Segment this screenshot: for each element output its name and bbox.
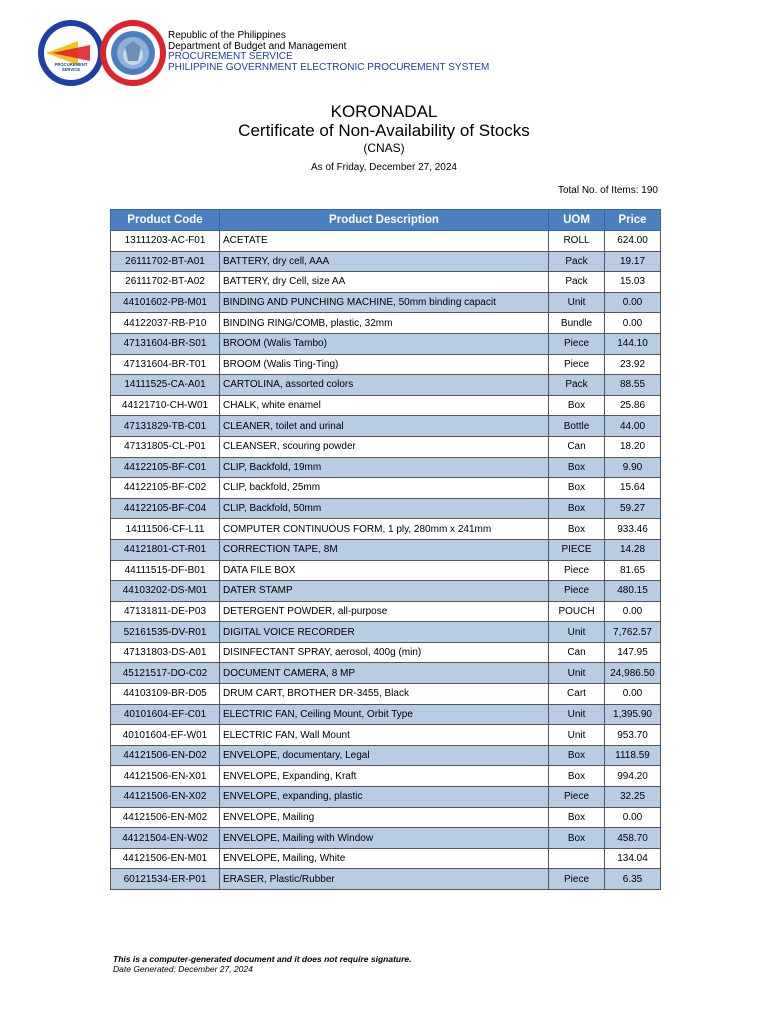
- product-code-cell: 44121504-EN-W02: [111, 828, 220, 849]
- price-cell: 15.64: [605, 478, 661, 499]
- product-code-cell: 52161535-DV-R01: [111, 622, 220, 643]
- product-code-cell: 44121506-EN-D02: [111, 745, 220, 766]
- price-cell: 9.90: [605, 457, 661, 478]
- table-row: [111, 766, 661, 787]
- uom-cell: Unit: [549, 704, 605, 725]
- table-row: [111, 395, 661, 416]
- table-row: [111, 272, 661, 293]
- product-description-cell: BROOM (Walis Tambo): [220, 333, 549, 354]
- table-row: [111, 375, 661, 396]
- product-description-cell: BATTERY, dry cell, AAA: [220, 251, 549, 272]
- product-description-cell: DETERGENT POWDER, all-purpose: [220, 601, 549, 622]
- product-description-cell: ERASER, Plastic/Rubber: [220, 869, 549, 890]
- total-items: Total No. of Items: 190: [557, 185, 658, 196]
- table-row: [111, 869, 661, 890]
- table-row: [111, 725, 661, 746]
- product-code-cell: 44121506-EN-M02: [111, 807, 220, 828]
- price-cell: 18.20: [605, 436, 661, 457]
- product-description-cell: DOCUMENT CAMERA, 8 MP: [220, 663, 549, 684]
- uom-cell: Can: [549, 436, 605, 457]
- table-row: [111, 539, 661, 560]
- uom-cell: Unit: [549, 622, 605, 643]
- product-code-cell: 44121506-EN-M01: [111, 848, 220, 869]
- price-cell: 25.86: [605, 395, 661, 416]
- table-row: [111, 560, 661, 581]
- table-row: [111, 251, 661, 272]
- table-row: [111, 704, 661, 725]
- price-cell: 24,986.50: [605, 663, 661, 684]
- product-code-cell: 44121506-EN-X01: [111, 766, 220, 787]
- uom-cell: Pack: [549, 251, 605, 272]
- product-code-cell: 14111506-CF-L11: [111, 519, 220, 540]
- price-cell: 994.20: [605, 766, 661, 787]
- price-cell: 6.35: [605, 869, 661, 890]
- price-cell: 0.00: [605, 601, 661, 622]
- product-description-cell: ENVELOPE, Mailing with Window: [220, 828, 549, 849]
- product-code-cell: 44122105-BF-C02: [111, 478, 220, 499]
- product-code-cell: 44111515-DF-B01: [111, 560, 220, 581]
- product-code-cell: 47131803-DS-A01: [111, 642, 220, 663]
- uom-cell: Piece: [549, 333, 605, 354]
- table-row: [111, 581, 661, 602]
- price-cell: 953.70: [605, 725, 661, 746]
- product-description-cell: ENVELOPE, Expanding, Kraft: [220, 766, 549, 787]
- uom-cell: Bottle: [549, 416, 605, 437]
- table-body: [111, 231, 661, 890]
- product-code-cell: 47131604-BR-S01: [111, 333, 220, 354]
- uom-cell: Box: [549, 519, 605, 540]
- price-cell: 0.00: [605, 684, 661, 705]
- product-description-cell: DIGITAL VOICE RECORDER: [220, 622, 549, 643]
- republic-label: Republic of the Philippines: [168, 30, 286, 41]
- procurement-service-logo: [38, 20, 104, 86]
- product-code-cell: 44103109-BR-D05: [111, 684, 220, 705]
- table-row: [111, 622, 661, 643]
- product-code-cell: 47131811-DE-P03: [111, 601, 220, 622]
- office-title: KORONADAL: [330, 102, 438, 121]
- product-description-cell: DATER STAMP: [220, 581, 549, 602]
- uom-cell: Pack: [549, 272, 605, 293]
- product-description-cell: BROOM (Walis Ting-Ting): [220, 354, 549, 375]
- product-code-cell: 44122105-BF-C01: [111, 457, 220, 478]
- product-description-cell: DRUM CART, BROTHER DR-3455, Black: [220, 684, 549, 705]
- product-code-cell: 44103202-DS-M01: [111, 581, 220, 602]
- uom-cell: Box: [549, 457, 605, 478]
- as-of-date: As of Friday, December 27, 2024: [311, 162, 457, 173]
- uom-cell: [549, 848, 605, 869]
- uom-cell: Can: [549, 642, 605, 663]
- product-code-cell: 47131805-CL-P01: [111, 436, 220, 457]
- product-description-cell: ELECTRIC FAN, Ceiling Mount, Orbit Type: [220, 704, 549, 725]
- product-description-cell: DATA FILE BOX: [220, 560, 549, 581]
- product-description-cell: CLIP, Backfold, 19mm: [220, 457, 549, 478]
- price-cell: 134.04: [605, 848, 661, 869]
- product-description-cell: COMPUTER CONTINUOUS FORM, 1 ply, 280mm x 241mm: [220, 519, 549, 540]
- product-code-cell: 45121517-DO-C02: [111, 663, 220, 684]
- table-row: [111, 848, 661, 869]
- price-cell: 624.00: [605, 231, 661, 252]
- price-cell: 59.27: [605, 498, 661, 519]
- uom-cell: Box: [549, 478, 605, 499]
- table-row: [111, 828, 661, 849]
- uom-cell: Box: [549, 807, 605, 828]
- table-row: [111, 807, 661, 828]
- price-cell: 32.25: [605, 787, 661, 808]
- product-description-cell: CLEANSER, scouring powder: [220, 436, 549, 457]
- product-code-cell: 44122105-BF-C04: [111, 498, 220, 519]
- uom-cell: Piece: [549, 581, 605, 602]
- table-row: [111, 313, 661, 334]
- uom-cell: Piece: [549, 869, 605, 890]
- uom-cell: Bundle: [549, 313, 605, 334]
- header-price: Price: [605, 210, 661, 231]
- footer: [113, 954, 412, 974]
- price-cell: 0.00: [605, 313, 661, 334]
- department-label: Department of Budget and Management: [168, 40, 347, 52]
- table-row: [111, 519, 661, 540]
- product-description-cell: ACETATE: [220, 231, 549, 252]
- table-row: [111, 457, 661, 478]
- table-row: [111, 333, 661, 354]
- header-product-code: Product Code: [111, 210, 220, 231]
- uom-cell: Unit: [549, 663, 605, 684]
- table-row: [111, 684, 661, 705]
- table-row: [111, 292, 661, 313]
- procurement-service-logos: [38, 17, 168, 89]
- price-cell: 23.92: [605, 354, 661, 375]
- uom-cell: Box: [549, 498, 605, 519]
- table-row: [111, 354, 661, 375]
- footer-date-generated: Date Generated: December 27, 2024: [113, 964, 253, 974]
- uom-cell: Box: [549, 395, 605, 416]
- uom-cell: Cart: [549, 684, 605, 705]
- product-description-cell: BINDING RING/COMB, plastic, 32mm: [220, 313, 549, 334]
- product-code-cell: 26111702-BT-A01: [111, 251, 220, 272]
- product-code-cell: 44121801-CT-R01: [111, 539, 220, 560]
- table-row: [111, 498, 661, 519]
- header-uom: UOM: [549, 210, 605, 231]
- uom-cell: Piece: [549, 560, 605, 581]
- product-code-cell: 44121506-EN-X02: [111, 787, 220, 808]
- product-description-cell: ENVELOPE, Mailing: [220, 807, 549, 828]
- product-description-cell: BINDING AND PUNCHING MACHINE, 50mm binding capacit: [220, 292, 549, 313]
- product-description-cell: CLEANER, toilet and urinal: [220, 416, 549, 437]
- uom-cell: POUCH: [549, 601, 605, 622]
- stocks-table: [110, 209, 661, 890]
- uom-cell: Unit: [549, 292, 605, 313]
- logo-text-line2: SERVICE: [61, 67, 81, 72]
- product-description-cell: CARTOLINA, assorted colors: [220, 375, 549, 396]
- product-description-cell: CLIP, Backfold, 50mm: [220, 498, 549, 519]
- price-cell: 147.95: [605, 642, 661, 663]
- product-description-cell: ENVELOPE, expanding, plastic: [220, 787, 549, 808]
- uom-cell: Pack: [549, 375, 605, 396]
- uom-cell: Piece: [549, 787, 605, 808]
- table-row: [111, 787, 661, 808]
- price-cell: 15.03: [605, 272, 661, 293]
- service-label: PROCUREMENT SERVICE: [168, 51, 293, 62]
- product-description-cell: CORRECTION TAPE, 8M: [220, 539, 549, 560]
- price-cell: 81.65: [605, 560, 661, 581]
- product-code-cell: 44122037-RB-P10: [111, 313, 220, 334]
- organization-header: [168, 31, 489, 73]
- table-row: [111, 663, 661, 684]
- product-code-cell: 13111203-AC-F01: [111, 231, 220, 252]
- product-code-cell: 40101604-EF-C01: [111, 704, 220, 725]
- table-row: [111, 642, 661, 663]
- product-code-cell: 26111702-BT-A02: [111, 272, 220, 293]
- product-description-cell: ELECTRIC FAN, Wall Mount: [220, 725, 549, 746]
- table-row: [111, 478, 661, 499]
- product-code-cell: 47131604-BR-T01: [111, 354, 220, 375]
- table-row: [111, 601, 661, 622]
- certificate-title: Certificate of Non-Availability of Stocks: [238, 121, 530, 140]
- philgeps-seal-logo: [100, 20, 166, 86]
- footer-note: This is a computer-generated document and it does not require signature.: [113, 954, 412, 964]
- price-cell: 88.55: [605, 375, 661, 396]
- uom-cell: Box: [549, 828, 605, 849]
- price-cell: 7,762.57: [605, 622, 661, 643]
- product-description-cell: ENVELOPE, Mailing, White: [220, 848, 549, 869]
- product-description-cell: ENVELOPE, documentary, Legal: [220, 745, 549, 766]
- product-code-cell: 44101602-PB-M01: [111, 292, 220, 313]
- price-cell: 480.15: [605, 581, 661, 602]
- table-row: [111, 416, 661, 437]
- product-description-cell: CHALK, white enamel: [220, 395, 549, 416]
- price-cell: 14.28: [605, 539, 661, 560]
- system-label: PHILIPPINE GOVERNMENT ELECTRONIC PROCUREMENT SYSTEM: [168, 61, 490, 73]
- price-cell: 19.17: [605, 251, 661, 272]
- table-header-row: [111, 210, 661, 231]
- header-product-description: Product Description: [220, 210, 549, 231]
- price-cell: 0.00: [605, 292, 661, 313]
- certificate-abbr: (CNAS): [363, 141, 405, 155]
- price-cell: 458.70: [605, 828, 661, 849]
- table-row: [111, 745, 661, 766]
- product-description-cell: CLIP, backfold, 25mm: [220, 478, 549, 499]
- logo-text-line1: PROCUREMENT: [54, 62, 88, 67]
- price-cell: 0.00: [605, 807, 661, 828]
- table-row: [111, 436, 661, 457]
- price-cell: 44.00: [605, 416, 661, 437]
- uom-cell: Piece: [549, 354, 605, 375]
- price-cell: 1,395.90: [605, 704, 661, 725]
- product-code-cell: 44121710-CH-W01: [111, 395, 220, 416]
- product-code-cell: 40101604-EF-W01: [111, 725, 220, 746]
- product-code-cell: 14111525-CA-A01: [111, 375, 220, 396]
- price-cell: 1118.59: [605, 745, 661, 766]
- product-code-cell: 47131829-TB-C01: [111, 416, 220, 437]
- uom-cell: Box: [549, 745, 605, 766]
- uom-cell: Unit: [549, 725, 605, 746]
- uom-cell: Box: [549, 766, 605, 787]
- price-cell: 144.10: [605, 333, 661, 354]
- product-description-cell: BATTERY, dry Cell, size AA: [220, 272, 549, 293]
- table-row: [111, 231, 661, 252]
- uom-cell: ROLL: [549, 231, 605, 252]
- product-description-cell: DISINFECTANT SPRAY, aerosol, 400g (min): [220, 642, 549, 663]
- document-title-block: [0, 102, 768, 174]
- product-code-cell: 60121534-ER-P01: [111, 869, 220, 890]
- uom-cell: PIECE: [549, 539, 605, 560]
- price-cell: 933.46: [605, 519, 661, 540]
